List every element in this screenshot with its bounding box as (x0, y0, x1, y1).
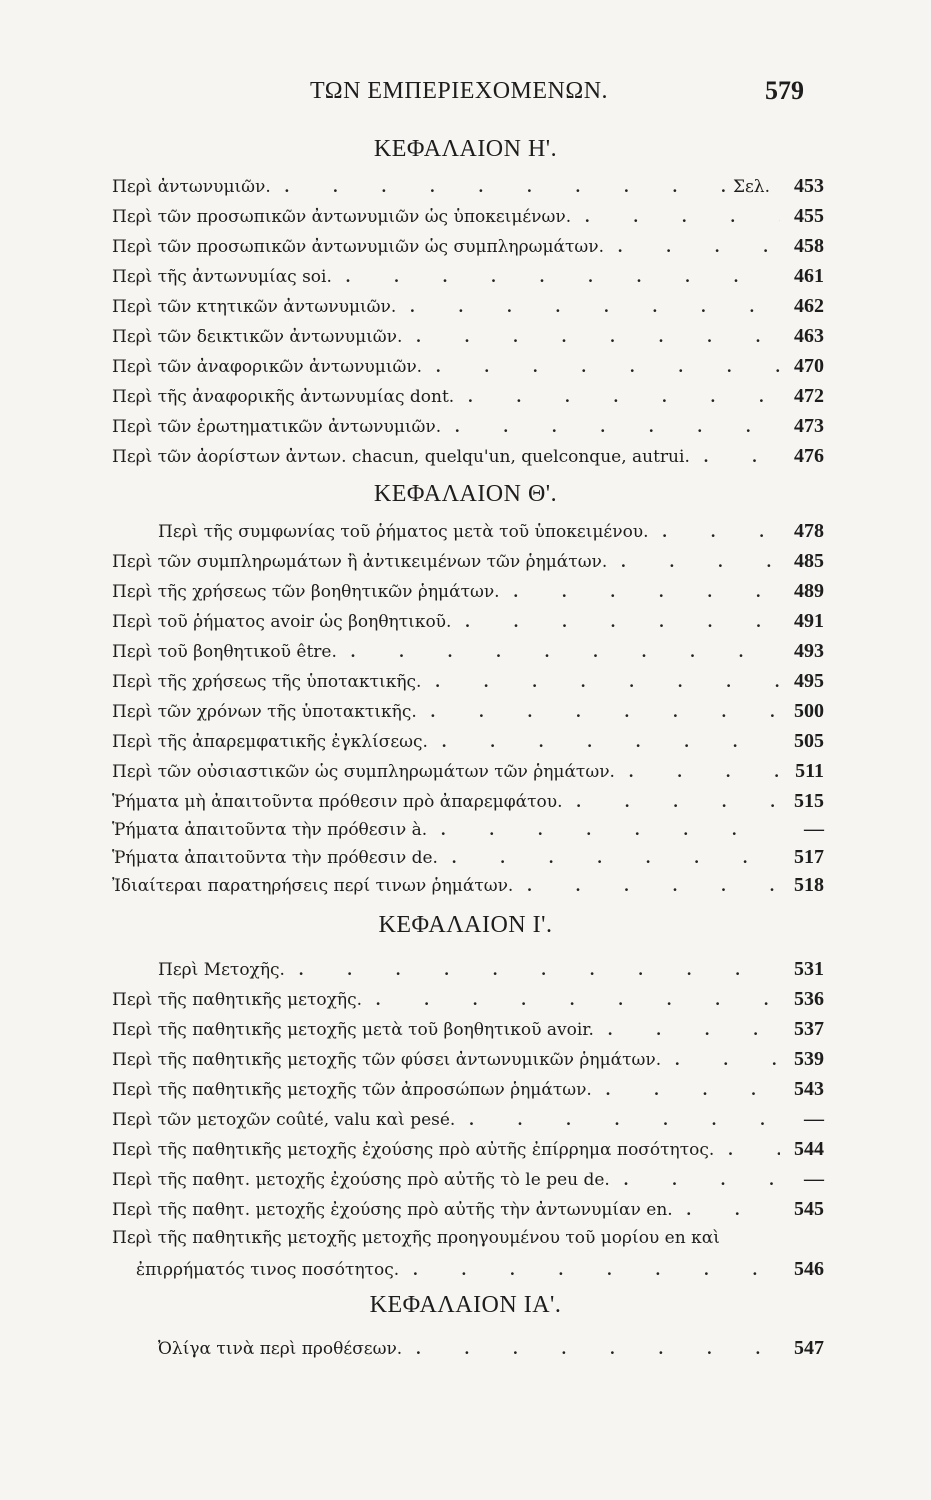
toc-entry (112, 1078, 824, 1104)
toc-entry (112, 1108, 824, 1134)
dot-leader (427, 820, 780, 840)
toc-entry (112, 670, 824, 696)
entry-title: Περὶ τῆς συμφωνίας τοῦ ῥήματος μετὰ τοῦ ὑποκειμένου. (158, 522, 649, 542)
dot-leader (594, 1020, 780, 1040)
toc-entry (112, 325, 824, 351)
entry-page: 505 (794, 730, 824, 752)
toc-entry-first-line: Περὶ τῆς παθητικῆς μετοχῆς μετοχῆς προηγουμένου τοῦ μορίου en καὶ (112, 1228, 720, 1248)
entry-title: Περὶ τῶν προσωπικῶν ἀντωνυμιῶν ὡς ὑποκειμένων. (112, 207, 572, 227)
entry-page: 462 (794, 295, 824, 317)
dot-leader (610, 1170, 780, 1190)
entry-page: 543 (794, 1078, 824, 1100)
dot-leader (438, 848, 780, 868)
entry-title: Περὶ τῆς παθητικῆς μετοχῆς τῶν ἀπροσώπων ῥημάτων. (112, 1080, 592, 1100)
toc-entry (112, 988, 824, 1014)
entry-page: 511 (795, 760, 824, 782)
toc-entry (112, 874, 824, 900)
entry-page: 455 (794, 205, 824, 227)
entry-title: Περὶ τῆς παθητ. μετοχῆς ἐχούσης πρὸ αὐτῆς τὴν ἀντωνυμίαν en. (112, 1200, 673, 1220)
entry-page: — (804, 1108, 824, 1130)
dot-leader (607, 552, 780, 572)
entry-title: Περὶ τῆς ἀναφορικῆς ἀντωνυμίας dont. (112, 387, 455, 407)
dot-leader (271, 177, 733, 197)
entry-page: 485 (794, 550, 824, 572)
dot-leader (690, 447, 780, 467)
entry-page: 489 (794, 580, 824, 602)
entry-page: 453 (794, 175, 824, 197)
entry-title: Περὶ τῶν μετοχῶν coûté, valu καὶ pesé. (112, 1110, 456, 1130)
dot-leader (402, 327, 780, 347)
entry-title: Περὶ τῶν χρόνων τῆς ὑποτακτικῆς. (112, 702, 417, 722)
entry-title: Περὶ τῆς παθητ. μετοχῆς ἐχούσης πρὸ αὐτῆς τὸ le peu de. (112, 1170, 610, 1190)
entry-title: Περὶ τῆς παθητικῆς μετοχῆς μετὰ τοῦ βοηθητικοῦ avoir. (112, 1020, 594, 1040)
entry-title: Περὶ τοῦ βοηθητικοῦ être. (112, 642, 337, 662)
entry-title: Περὶ τῆς ἀπαρεμφατικῆς ἐγκλίσεως. (112, 732, 428, 752)
toc-entry (112, 846, 824, 872)
entry-page: 493 (794, 640, 824, 662)
entry-page: 546 (794, 1258, 824, 1280)
toc-entry (112, 580, 824, 606)
entry-page: 545 (794, 1198, 824, 1220)
entry-page: 458 (794, 235, 824, 257)
entry-page: 515 (794, 790, 824, 812)
entry-title: Περὶ τῆς χρήσεως τῆς ὑποτακτικῆς. (112, 672, 422, 692)
toc-entry (112, 760, 824, 786)
toc-entry (112, 1198, 824, 1224)
entry-page: 500 (794, 700, 824, 722)
toc-entry (112, 385, 824, 411)
entry-title: Περὶ τοῦ ῥήματος avoir ὡς βοηθητικοῦ. (112, 612, 452, 632)
toc-entry (112, 730, 824, 756)
dot-leader (455, 1110, 780, 1130)
entry-title: Περὶ τῶν προσωπικῶν ἀντωνυμιῶν ὡς συμπληρωμάτων. (112, 237, 604, 257)
dot-leader (362, 990, 780, 1010)
dot-leader (513, 876, 780, 896)
entry-page: 537 (794, 1018, 824, 1040)
dot-leader (337, 642, 780, 662)
entry-page: 491 (794, 610, 824, 632)
dot-leader (592, 1080, 780, 1100)
entry-title: Περὶ τῶν κτητικῶν ἀντωνυμιῶν. (112, 297, 397, 317)
toc-entry (112, 445, 824, 471)
dot-leader (454, 387, 780, 407)
toc-entry (112, 818, 824, 844)
entry-page: 547 (794, 1337, 824, 1359)
toc-entry (112, 415, 824, 441)
entry-page: 517 (794, 846, 824, 868)
entry-title: Περὶ τῶν δεικτικῶν ἀντωνυμιῶν. (112, 327, 403, 347)
entry-title: Περὶ τῆς χρήσεως τῶν βοηθητικῶν ῥημάτων. (112, 582, 500, 602)
dot-leader (417, 702, 780, 722)
entry-title: Περὶ ἀντωνυμιῶν. (112, 177, 271, 197)
entry-page: 544 (794, 1138, 824, 1160)
toc-entry (112, 550, 824, 576)
entry-page: 495 (794, 670, 824, 692)
running-title: ΤΩΝ ΕΜΠΕΡΙΕΧΟΜΕΝΩΝ. (310, 78, 609, 104)
toc-entry (112, 1048, 824, 1074)
entry-page: 518 (794, 874, 824, 896)
toc-entry-continuation (136, 1258, 824, 1284)
entry-title: Ῥήματα ἀπαιτοῦντα τὴν πρόθεσιν de. (112, 848, 438, 868)
entry-title: Περὶ Μετοχῆς. (158, 960, 285, 980)
entry-page: 539 (794, 1048, 824, 1070)
dot-leader (661, 1050, 780, 1070)
toc-entry (158, 520, 824, 546)
entry-page: 470 (794, 355, 824, 377)
toc-entry (112, 700, 824, 726)
entry-page: 476 (794, 445, 824, 467)
entry-page: — (804, 818, 824, 840)
toc-entry (112, 1138, 824, 1164)
entry-title: ἐπιρρήματός τινος ποσότητος. (136, 1260, 400, 1280)
chapter-heading: ΚΕΦΑΛΑΙΟΝ Ι'. (378, 912, 553, 938)
dot-leader (673, 1200, 780, 1220)
entry-title: Ῥήματα μὴ ἀπαιτοῦντα πρόθεσιν πρὸ ἀπαρεμφάτου. (112, 792, 563, 812)
chapter-heading: ΚΕΦΑΛΑΙΟΝ ΙΑ'. (369, 1292, 562, 1318)
dot-leader (399, 1260, 780, 1280)
chapter-heading: ΚΕΦΑΛΑΙΟΝ Η'. (373, 136, 558, 162)
dot-leader (428, 732, 780, 752)
toc-entry (112, 1018, 824, 1044)
running-header (0, 78, 931, 112)
entry-title: Περὶ τῶν ἀναφορικῶν ἀντωνυμιῶν. (112, 357, 423, 377)
toc-entry (112, 640, 824, 666)
entry-title: Περὶ τῶν συμπληρωμάτων ἢ ἀντικειμένων τῶν ῥημάτων. (112, 552, 608, 572)
dot-leader (402, 1339, 780, 1359)
dot-leader (422, 357, 780, 377)
entry-title: Περὶ τῆς παθητικῆς μετοχῆς τῶν φύσει ἀντωνυμικῶν ῥημάτων. (112, 1050, 662, 1070)
toc-entry (112, 295, 824, 321)
entry-title: Περὶ τῶν ἀορίστων ἀντων. chacun, quelqu'un, quelconque, autrui. (112, 447, 690, 467)
toc-entry (112, 355, 824, 381)
entry-title: Περὶ τῶν ἐρωτηματικῶν ἀντωνυμιῶν. (112, 417, 442, 437)
dot-leader (441, 417, 780, 437)
dot-leader (615, 762, 780, 782)
dot-leader (571, 207, 780, 227)
entry-title: Ῥήματα ἀπαιτοῦντα τὴν πρόθεσιν à. (112, 820, 428, 840)
entry-title: Περὶ τῶν οὐσιαστικῶν ὡς συμπληρωμάτων τῶν ῥημάτων. (112, 762, 615, 782)
dot-leader (421, 672, 780, 692)
dot-leader (604, 237, 780, 257)
entry-title: Περὶ τῆς παθητικῆς μετοχῆς ἐχούσης πρὸ αὐτῆς ἐπίρρημα ποσότητος. (112, 1140, 715, 1160)
toc-entry (158, 958, 824, 984)
toc-entry (112, 1168, 824, 1194)
entry-page: — (804, 1168, 824, 1190)
entry-title: Ὀλίγα τινὰ περὶ προθέσεων. (158, 1339, 403, 1359)
toc-entry (112, 235, 824, 261)
toc-entry (112, 790, 824, 816)
entry-page: 461 (794, 265, 824, 287)
dot-leader (714, 1140, 780, 1160)
chapter-heading: ΚΕΦΑΛΑΙΟΝ Θ'. (373, 481, 558, 507)
entry-page: 531 (794, 958, 824, 980)
page-abbreviation: Σελ. (732, 177, 770, 197)
dot-leader (649, 522, 780, 542)
entry-title: Περὶ τῆς παθητικῆς μετοχῆς. (112, 990, 362, 1010)
dot-leader (332, 267, 780, 287)
dot-leader (451, 612, 780, 632)
toc-entry (112, 610, 824, 636)
toc-entry (112, 175, 824, 201)
entry-page: 536 (794, 988, 824, 1010)
dot-leader (500, 582, 780, 602)
toc-entry (112, 205, 824, 231)
entry-page: 473 (794, 415, 824, 437)
entry-page: 472 (794, 385, 824, 407)
dot-leader (396, 297, 780, 317)
page-number: 579 (765, 76, 804, 105)
dot-leader (285, 960, 780, 980)
toc-entry (112, 265, 824, 291)
dot-leader (562, 792, 780, 812)
entry-title: Ἰδιαίτεραι παρατηρήσεις περί τινων ῥημάτων. (112, 876, 514, 896)
entry-page: 478 (794, 520, 824, 542)
entry-page: 463 (794, 325, 824, 347)
entry-title: Περὶ τῆς ἀντωνυμίας soi. (112, 267, 332, 287)
toc-entry (158, 1337, 824, 1363)
